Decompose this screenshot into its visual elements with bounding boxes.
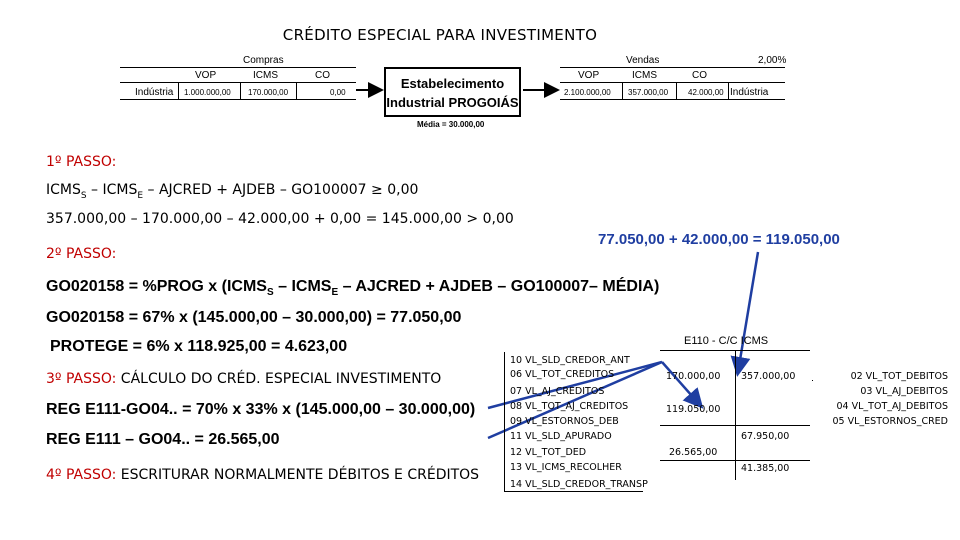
vendas-col-vop: VOP (578, 70, 600, 81)
ledger-right-marker (812, 380, 813, 381)
ledger-subtotal-line (660, 425, 810, 426)
ledger-item-tot-ded: 12 VL_TOT_DED (510, 447, 587, 458)
compras-co-value: 0,00 (330, 88, 346, 97)
ledger-item-tot-aj-creditos: 08 VL_TOT_AJ_CREDITOS (510, 401, 629, 412)
ledger-item-sld-credor-transp: 14 VL_SLD_CREDOR_TRANSP (510, 479, 648, 490)
passo1-calc: 357.000,00 – 170.000,00 – 42.000,00 + 0,00 = 145.000,00 > 0,00 (46, 211, 514, 227)
ledger-value-tot-debitos: 357.000,00 (741, 371, 796, 382)
compras-row-label: Indústria (135, 87, 174, 98)
ledger-value-sld-apurado: 67.950,00 (741, 431, 790, 442)
vendas-vop-value: 2.100.000,00 (564, 88, 611, 97)
passo3-reg-formula: REG E111-GO04.. = 70% x 33% x (145.000,00 – 30.000,00) (46, 401, 476, 418)
compras-col-vop: VOP (195, 70, 217, 81)
ledger-value-tot-ded: 26.565,00 (669, 447, 718, 458)
vendas-rate: 2,00% (758, 55, 787, 66)
ledger-item-icms-recolher: 13 VL_ICMS_RECOLHER (510, 462, 622, 473)
compras-col-icms: ICMS (253, 70, 278, 81)
ledger-item-tot-creditos: 06 VL_TOT_CREDITOS (510, 369, 615, 380)
passo3-line (46, 371, 441, 387)
compras-heading: Compras (243, 55, 284, 66)
media-label: Média = 30.000,00 (417, 120, 485, 129)
ledger-item-estornos-cred: 05 VL_ESTORNOS_CRED (832, 416, 948, 427)
ledger-item-sld-credor-ant: 10 VL_SLD_CREDOR_ANT (510, 355, 630, 366)
vendas-col-co: CO (692, 70, 707, 81)
passo4-label: 4º PASSO: (46, 467, 117, 483)
passo3-reg-result: REG E111 – GO04.. = 26.565,00 (46, 431, 280, 448)
vendas-heading: Vendas (626, 55, 660, 66)
ledger-item-estornos-deb: 09 VL_ESTORNOS_DEB (510, 416, 619, 427)
passo4-line (46, 467, 479, 483)
ledger-item-sld-apurado: 11 VL_SLD_APURADO (510, 431, 612, 442)
arrow-sum-to-ledger (738, 252, 758, 372)
ledger-title: E110 - C/C ICMS (684, 335, 769, 347)
arrow-to-tot-ded (662, 362, 700, 405)
estabelecimento-line1: Estabelecimento (400, 76, 505, 91)
ledger-value-icms-recolher: 41.385,00 (741, 463, 790, 474)
page-title: CRÉDITO ESPECIAL PARA INVESTIMENTO (282, 26, 598, 44)
ledger-item-tot-debitos: 02 VL_TOT_DEBITOS (850, 371, 948, 382)
passo3-label: 3º PASSO: (46, 371, 117, 387)
passo3-text: CÁLCULO DO CRÉD. ESPECIAL INVESTIMENTO (116, 371, 442, 387)
sum-note: 77.050,00 + 42.000,00 = 119.050,00 (598, 231, 840, 248)
passo2-calc: GO020158 = 67% x (145.000,00 – 30.000,00) = 77.050,00 (46, 309, 462, 326)
vendas-co-value: 42.000,00 (688, 88, 724, 97)
passo4-text: ESCRITURAR NORMALMENTE DÉBITOS E CRÉDITOS (116, 467, 480, 483)
vendas-row-label: Indústria (730, 87, 769, 98)
passo2-label: 2º PASSO: (46, 246, 117, 262)
passo2-formula: GO020158 = %PROG x ($ICMS_S$ – $ICMS_E$ – AJCRED + AJDEB – GO100007– MÉDIA) (46, 278, 660, 299)
ledger-value-tot-creditos: 170.000,00 (666, 371, 721, 382)
compras-icms-value: 170.000,00 (248, 88, 289, 97)
protege-calc: PROTEGE = 6% x 118.925,00 = 4.623,00 (50, 338, 348, 355)
ledger-total-line (660, 460, 810, 461)
compras-vop-value: 1.000.000,00 (184, 88, 231, 97)
ledger-item-tot-aj-debitos: 04 VL_TOT_AJ_DEBITOS (836, 401, 948, 412)
ledger-value-tot-aj-creditos: 119.050,00 (666, 404, 721, 415)
vendas-icms-value: 357.000,00 (628, 88, 669, 97)
ledger-item-aj-debitos: 03 VL_AJ_DEBITOS (860, 386, 948, 397)
estabelecimento-line2: Industrial PROGOIÁS (386, 95, 519, 110)
passo1-formula: $ICMS_S$ – $ICMS_E$ – AJCRED + AJDEB – GO100007 ≥ 0,00 (46, 182, 419, 201)
vendas-col-icms: ICMS (632, 70, 657, 81)
ledger-item-aj-creditos: 07 VL_AJ_CREDITOS (510, 386, 605, 397)
passo1-label: 1º PASSO: (46, 154, 117, 170)
compras-col-co: CO (315, 70, 330, 81)
